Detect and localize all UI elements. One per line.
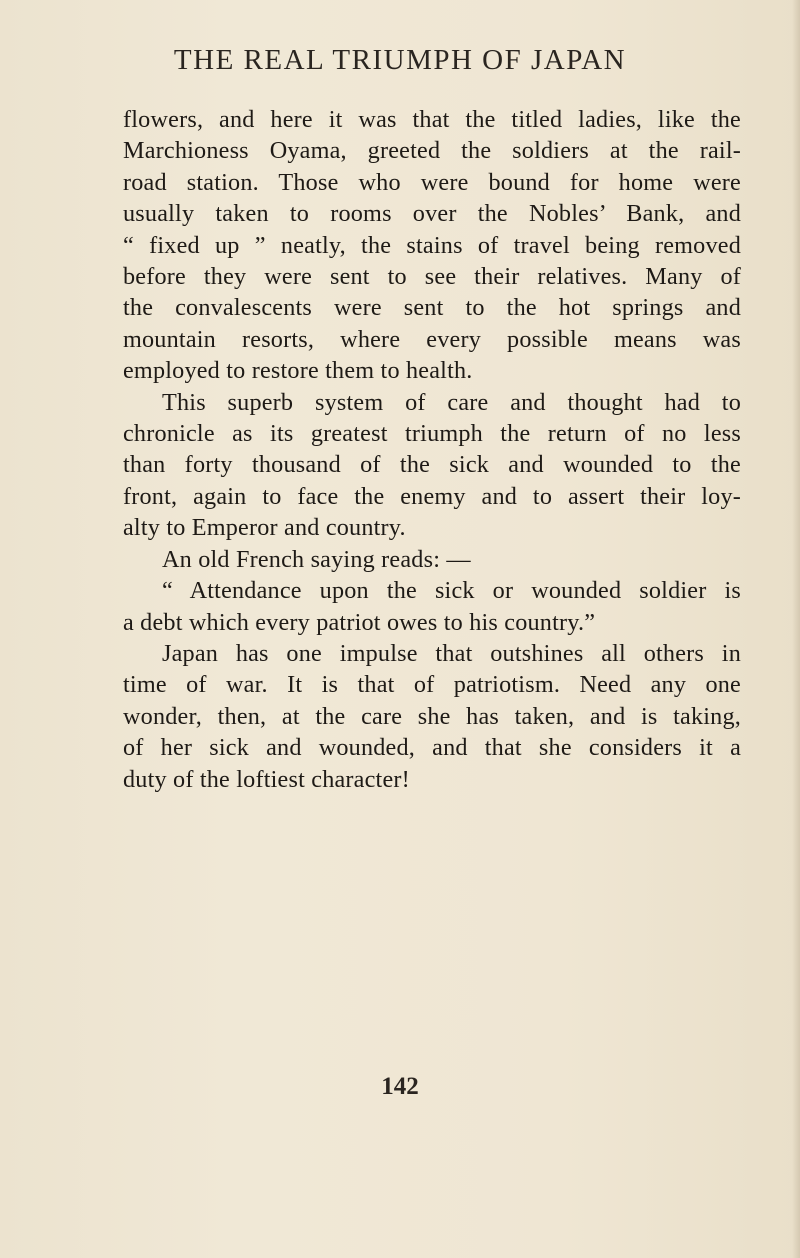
text-line: than forty thousand of the sick and wounded to the [123, 451, 741, 479]
text-line: An old French saying reads: — [162, 545, 471, 573]
page-number: 142 [381, 1073, 419, 1100]
text-line: road station. Those who were bound for home were [123, 168, 741, 196]
text-line: of her sick and wounded, and that she considers it a [123, 734, 741, 762]
page-edge-shadow [792, 0, 800, 1258]
text-line: This superb system of care and thought had to [162, 388, 741, 416]
text-line: “ Attendance upon the sick or wounded soldier is [162, 577, 741, 605]
text-line: a debt which every patriot owes to his country.” [123, 608, 596, 636]
text-line: time of war. It is that of patriotism. Need any one [123, 671, 741, 699]
text-line: usually taken to rooms over the Nobles’ Bank, and [123, 200, 741, 228]
text-line: duty of the loftiest character! [123, 765, 410, 793]
body-text [123, 104, 741, 795]
text-line: wonder, then, at the care she has taken, and is taking, [123, 702, 741, 730]
text-line: chronicle as its greatest triumph the return of no less [123, 420, 741, 448]
text-line: front, again to face the enemy and to assert their loy- [123, 482, 741, 510]
text-line: before they were sent to see their relatives. Many of [123, 263, 741, 291]
text-line: employed to restore them to health. [123, 357, 473, 385]
text-line: Marchioness Oyama, greeted the soldiers at the rail- [123, 137, 741, 165]
text-line: Japan has one impulse that outshines all others in [162, 639, 741, 667]
text-line: alty to Emperor and country. [123, 514, 406, 542]
text-line: mountain resorts, where every possible means was [123, 325, 741, 353]
running-head: THE REAL TRIUMPH OF JAPAN [173, 44, 627, 76]
text-line: the convalescents were sent to the hot springs and [123, 294, 741, 322]
text-line: “ fixed up ” neatly, the stains of travel being removed [123, 231, 741, 259]
text-line: flowers, and here it was that the titled ladies, like the [123, 106, 741, 133]
